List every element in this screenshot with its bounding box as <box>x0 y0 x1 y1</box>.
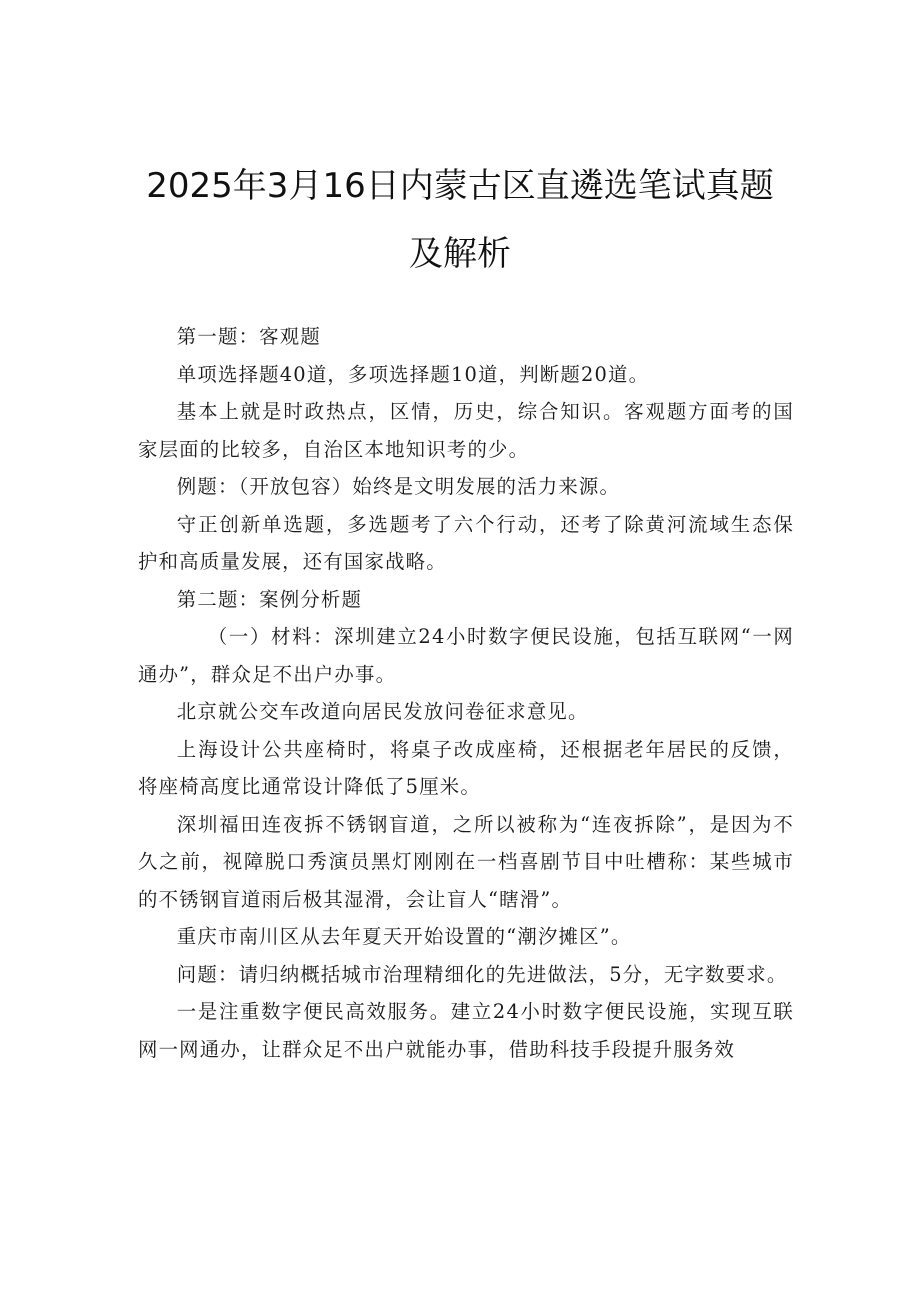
paragraph: 守正创新单选题，多选题考了六个行动，还考了除黄河流域生态保护和高质量发展，还有国家战略。 <box>138 512 794 573</box>
section-heading-objective: 第一题：客观题 <box>176 325 321 348</box>
question: 问题：请归纳概括城市治理精细化的先进做法，5分，无字数要求。 <box>176 962 788 986</box>
paragraph: 深圳福田连夜拆不锈钢盲道，之所以被称为“连夜拆除”，是因为不久之前，视障脱口秀演员黑灯刚刚在一档喜剧节目中吐槽称：某些城市的不锈钢盲道雨后极其湿滑，会让盲人“瞎滑”。 <box>138 812 794 911</box>
paragraph: 基本上就是时政热点，区情，历史，综合知识。客观题方面考的国家层面的比较多，自治区本地知识考的少。 <box>138 400 794 461</box>
paragraph: 一是注重数字便民高效服务。建立24小时数字便民设施，实现互联网一网通办，让群众足不出户就能办事，借助科技手段提升服务效 <box>138 1000 794 1061</box>
paragraph: 北京就公交车改道向居民发放问卷征求意见。 <box>176 700 589 723</box>
paragraph: 单项选择题40道，多项选择题10道，判断题20道。 <box>176 362 650 386</box>
section-heading-case: 第二题：案例分析题 <box>176 587 363 611</box>
document-title-line2: 及解析 <box>409 234 511 274</box>
paragraph: （一）材料：深圳建立24小时数字便民设施，包括互联网“一网通办”，群众足不出户办事。 <box>138 625 794 686</box>
document-body <box>138 318 794 1068</box>
paragraph: 例题：（开放包容）始终是文明发展的活力来源。 <box>176 475 621 498</box>
document-title-line1: 2025年3月16日内蒙古区直遴选笔试真题 <box>146 166 774 206</box>
paragraph: 上海设计公共座椅时，将桌子改成座椅，还根据老年居民的反馈，将座椅高度比通常设计降低了5厘米。 <box>138 737 794 798</box>
paragraph: 重庆市南川区从去年夏天开始设置的“潮汐摊区”。 <box>176 925 632 948</box>
